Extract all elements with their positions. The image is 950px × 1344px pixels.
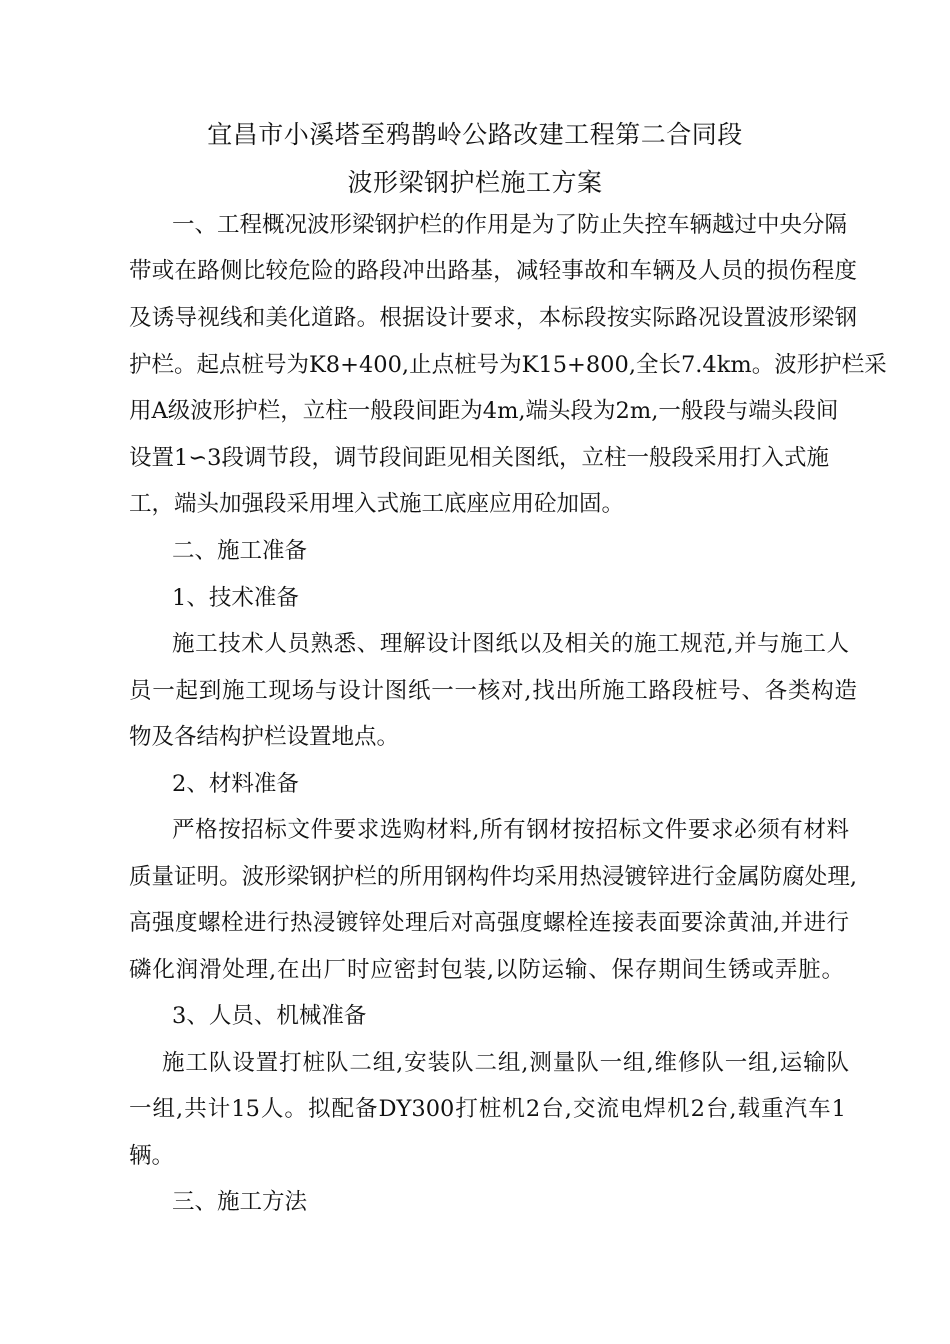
paragraph-line: 物及各结构护栏设置地点。 [129, 724, 400, 750]
subsection-heading: 3、人员、机械准备 [172, 1003, 367, 1029]
paragraph-line: 员一起到施工现场与设计图纸一一核对,找出所施工路段桩号、各类构造 [129, 678, 857, 704]
paragraph-line: 严格按招标文件要求选购材料,所有钢材按招标文件要求必须有材料 [172, 817, 849, 843]
paragraph-line: 辆。 [129, 1143, 175, 1169]
paragraph-line: 一组,共计15人。拟配备DY300打桩机2台,交流电焊机2台,载重汽车1 [129, 1096, 846, 1122]
section-heading: 三、施工方法 [172, 1189, 308, 1215]
paragraph-line: 质量证明。波形梁钢护栏的所用钢构件均采用热浸镀锌进行金属防腐处理, [129, 864, 857, 890]
overview-line: 设置1∽3段调节段，调节段间距见相关图纸，立柱一般段采用打入式施 [129, 445, 829, 471]
paragraph-line: 施工队设置打桩队二组,安装队二组,测量队一组,维修队一组,运输队 [162, 1050, 849, 1076]
document-subtitle: 波形梁钢护栏施工方案 [347, 168, 603, 197]
overview-line: 一、工程概况波形梁钢护栏的作用是为了防止失控车辆越过中央分隔 [172, 212, 848, 238]
overview-line: 用A级波形护栏，立柱一般段间距为4m,端头段为2m,一般段与端头段间 [129, 398, 839, 424]
document-title: 宜昌市小溪塔至鸦鹊岭公路改建工程第二合同段 [207, 120, 743, 149]
subsection-heading: 2、材料准备 [172, 771, 299, 797]
paragraph-line: 高强度螺栓进行热浸镀锌处理后对高强度螺栓连接表面要涂黄油,并进行 [129, 910, 849, 936]
overview-line: 带或在路侧比较危险的路段冲出路基，减轻事故和车辆及人员的损伤程度 [129, 258, 857, 284]
subsection-heading: 1、技术准备 [172, 585, 299, 611]
overview-line: 及诱导视线和美化道路。根据设计要求，本标段按实际路况设置波形梁钢 [129, 305, 857, 331]
overview-line: 工，端头加强段采用埋入式施工底座应用砼加固。 [129, 491, 625, 517]
paragraph-line: 磷化润滑处理,在出厂时应密封包装,以防运输、保存期间生锈或弄脏。 [129, 957, 844, 983]
section-heading: 二、施工准备 [172, 538, 308, 564]
overview-line: 护栏。起点桩号为K8+400,止点桩号为K15+800,全长7.4km。波形护栏采 [129, 352, 887, 378]
paragraph-line: 施工技术人员熟悉、理解设计图纸以及相关的施工规范,并与施工人 [172, 631, 849, 657]
